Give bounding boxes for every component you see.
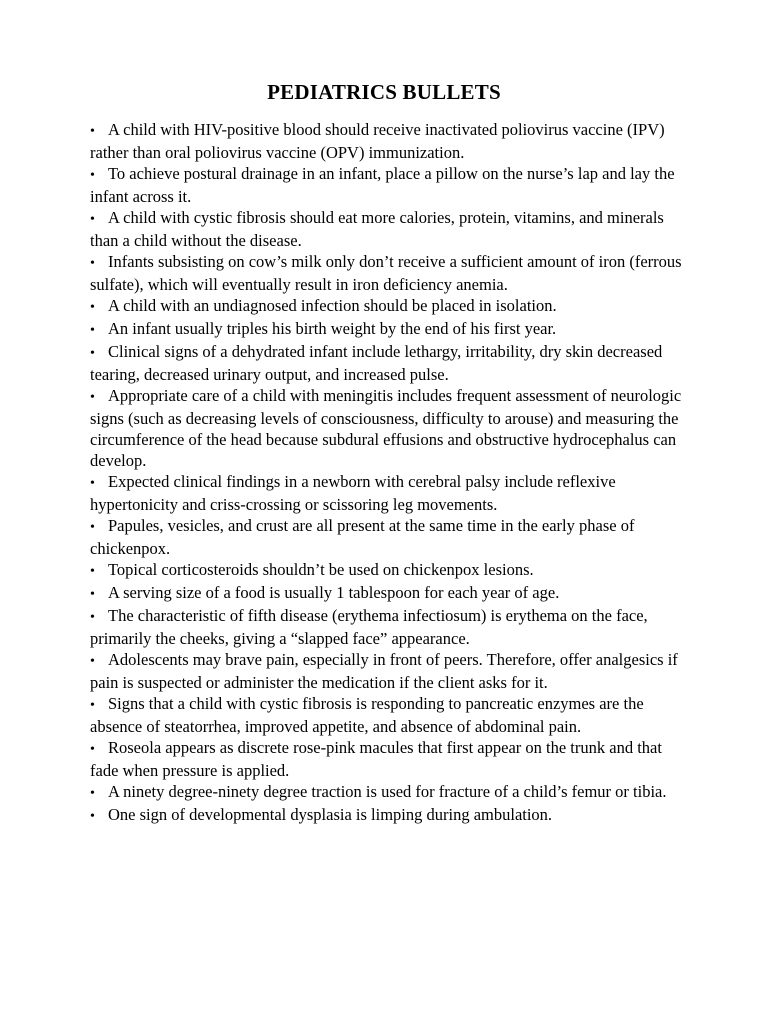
bullet-dot [90,559,108,582]
bullet-item [90,693,690,737]
bullet-dot [90,649,108,672]
bullet-dot [90,605,108,628]
page-title: PEDIATRICS BULLETS [267,80,501,104]
bullet-item [90,163,690,207]
bullet-text: Topical corticosteroids shouldn’t be used on chickenpox lesions. [108,560,534,579]
bullet-dot [90,163,108,186]
bullet-item [90,781,690,804]
bullet-dot [90,582,108,605]
bullet-dot [90,737,108,760]
bullet-dot [90,341,108,364]
bullet-text: Papules, vesicles, and crust are all present at the same time in the early phase of chickenpox. [90,516,635,558]
bullet-item [90,207,690,251]
bullet-text: A child with HIV-positive blood should receive inactivated poliovirus vaccine (IPV) rather than oral poliovirus vaccine (OPV) immunization. [90,120,665,162]
bullet-item [90,737,690,781]
bullet-text: A serving size of a food is usually 1 tablespoon for each year of age. [108,583,560,602]
bullet-text: Roseola appears as discrete rose-pink macules that first appear on the trunk and that fade when pressure is applied. [90,738,662,780]
bullet-text: Adolescents may brave pain, especially in front of peers. Therefore, offer analgesics if pain is suspected or administer the medication if the client asks for it. [90,650,678,692]
bullet-text: A ninety degree-ninety degree traction is used for fracture of a child’s femur or tibia. [108,782,667,801]
bullet-dot [90,804,108,827]
bullet-text: The characteristic of fifth disease (erythema infectiosum) is erythema on the face, primarily the cheeks, giving a “slapped face” appearance. [90,606,648,648]
bullet-item [90,318,690,341]
bullet-text: Infants subsisting on cow’s milk only don’t receive a sufficient amount of iron (ferrous sulfate), which will eventually result in iron deficiency anemia. [90,252,682,294]
bullet-item [90,341,690,385]
bullet-text: A child with an undiagnosed infection should be placed in isolation. [108,296,557,315]
bullet-item [90,804,690,827]
bullet-item [90,649,690,693]
bullet-dot [90,251,108,274]
bullet-dot [90,385,108,408]
bullet-dot [90,318,108,341]
bullet-dot [90,471,108,494]
bullet-text: Appropriate care of a child with meningitis includes frequent assessment of neurologic signs (such as decreasing levels of consciousness, difficulty to arouse) and measuring the circumference of the head because subdural effusions and obstructive hydrocephalus can develop. [90,386,682,470]
bullet-item [90,471,690,515]
bullet-text: To achieve postural drainage in an infant, place a pillow on the nurse’s lap and lay the infant across it. [90,164,675,206]
bullet-item [90,559,690,582]
bullet-dot [90,119,108,142]
bullet-item [90,605,690,649]
bullet-item [90,119,690,163]
bullet-text: A child with cystic fibrosis should eat more calories, protein, vitamins, and minerals than a child without the disease. [90,208,664,250]
bullet-list [90,119,690,827]
bullet-item [90,385,690,471]
bullet-text: Clinical signs of a dehydrated infant include lethargy, irritability, dry skin decreased tearing, decreased urinary output, and increased pulse. [90,342,663,384]
bullet-item [90,582,690,605]
bullet-text: Expected clinical findings in a newborn with cerebral palsy include reflexive hypertonicity and criss-crossing or scissoring leg movements. [90,472,616,514]
bullet-text: Signs that a child with cystic fibrosis is responding to pancreatic enzymes are the absence of steatorrhea, improved appetite, and absence of abdominal pain. [90,694,644,736]
bullet-text: One sign of developmental dysplasia is limping during ambulation. [108,805,553,824]
bullet-dot [90,693,108,716]
bullet-item [90,251,690,295]
bullet-item [90,295,690,318]
bullet-dot [90,295,108,318]
bullet-text: An infant usually triples his birth weight by the end of his first year. [108,319,557,338]
bullet-dot [90,515,108,538]
bullet-dot [90,781,108,804]
bullet-item [90,515,690,559]
bullet-dot [90,207,108,230]
